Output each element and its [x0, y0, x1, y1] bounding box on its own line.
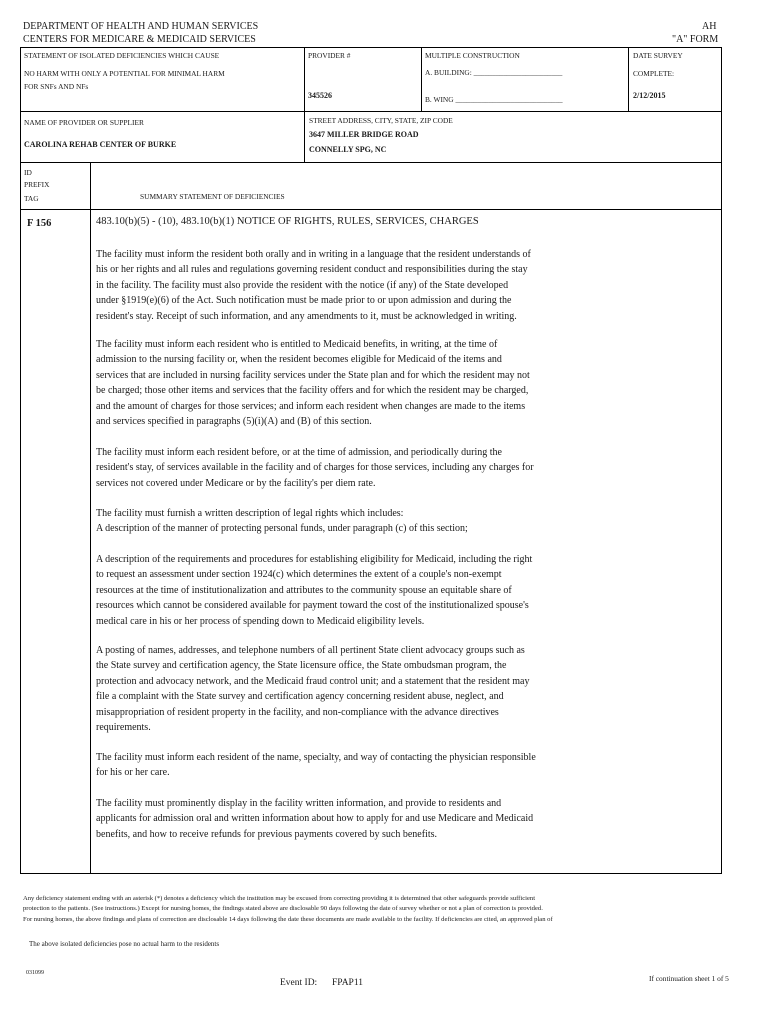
provider-number-label: PROVIDER # — [308, 51, 351, 60]
deficiency-disclaimer: Any deficiency statement ending with an asterisk (*) denotes a deficiency which the institution may be excused from correcting providing it is determined that other safeguards provide sufficient protection to the patients. (See instructions.) Except for nursing homes, the findings stated above are disclosable 90 days following the date of survey whether or not a plan of correction is provided. For nursing homes, the above findings and plans of correction are disclosable 14 days following the date these documents are made available to the facility. If deficiencies are cited, an approved plan of — [23, 895, 553, 923]
address-label: STREET ADDRESS, CITY, STATE, ZIP CODE — [309, 116, 453, 125]
isolated-deficiency-note: The above isolated deficiencies pose no actual harm to the residents — [29, 940, 220, 948]
building-label: A. BUILDING: ________________________ — [425, 68, 563, 77]
date-survey-label: DATE SURVEY — [633, 51, 683, 60]
address-line2: CONNELLY SPG, NC — [309, 145, 387, 154]
paragraph-3: The facility must inform each resident before, or at the time of admission, and periodically during the resident's stay, of services available in the facility and of charges for those services, including any charges for services not covered under Medicare or by the facility's per diem rate. — [96, 447, 534, 489]
statement-label: STATEMENT OF ISOLATED DEFICIENCIES WHICH CAUSE — [24, 51, 220, 60]
statement-label-line3: FOR SNFs AND NFs — [24, 82, 89, 91]
deficiency-title: 483.10(b)(5) - (10), 483.10(b)(1) NOTICE OF RIGHTS, RULES, SERVICES, CHARGES — [96, 216, 479, 227]
agency-name: DEPARTMENT OF HEALTH AND HUMAN SERVICES — [23, 21, 259, 32]
paragraph-8: The facility must prominently display in the facility written information, and provide to residents and applicants for admission oral and written information about how to apply for and use Medicare and Medicaid benefits, and how to receive refunds for previous payments covered by such benefits. — [96, 798, 534, 840]
survey-date: 2/12/2015 — [633, 91, 666, 100]
tag-label: TAG — [24, 194, 39, 203]
form-number: 031099 — [26, 970, 44, 976]
summary-statement-label: SUMMARY STATEMENT OF DEFICIENCIES — [140, 192, 285, 201]
paragraph-4: The facility must furnish a written description of legal rights which includes: A description of the manner of protecting personal funds, under paragraph (c) of this section; — [96, 508, 468, 535]
paragraph-5: A description of the requirements and procedures for establishing eligibility for Medicaid, including the right to request an assessment under section 1924(c) which determines the extent of a couple's non-exempt resources at the time of institutionalization and attributes to the community spouse an equitable share of resources which cannot be considered available for payment toward the cost of the institutionalized spouse's medical care in his or her process of spending down to Medicaid eligibility levels. — [96, 554, 533, 627]
wing-label: B. WING _____________________________ — [425, 95, 563, 104]
form-name: "A" FORM — [672, 34, 719, 45]
paragraph-2: The facility must inform each resident who is entitled to Medicaid benefits, in writing, at the time of admission to the nursing facility or, when the resident becomes eligible for Medicaid of the items and services that are included in nursing facility services under the State plan and for which the resident may not be charged; those other items and services that the facility offers and for which the resident may be charged, and the amount of charges for those services; and inform each resident when changes are made to the items and services specified in paragraphs (5)(i)(A) and (B) of this section. — [96, 339, 530, 428]
statement-label-line2: NO HARM WITH ONLY A POTENTIAL FOR MINIMAL HARM — [24, 69, 225, 78]
paragraph-7: The facility must inform each resident of the name, specialty, and way of contacting the physician responsible for his or her care. — [96, 752, 536, 779]
agency-subname: CENTERS FOR MEDICARE & MEDICAID SERVICES — [23, 34, 256, 45]
event-id-value: FPAP11 — [332, 978, 363, 988]
provider-name-label: NAME OF PROVIDER OR SUPPLIER — [24, 118, 144, 127]
provider-name: CAROLINA REHAB CENTER OF BURKE — [24, 140, 177, 149]
prefix-label: PREFIX — [24, 180, 50, 189]
continuation-sheet: If continuation sheet 1 of 5 — [649, 974, 729, 983]
paragraph-1: The facility must inform the resident both orally and in writing in a language that the resident understands of his or her rights and all rules and regulations governing resident conduct and responsibilities during the stay in the facility. The facility must also provide the resident with the notice (if any) of the State developed under §1919(e)(6) of the Act. Such notification must be made prior to or upon admission and during the resident's stay. Receipt of such information, and any amendments to it, must be acknowledged in writing. — [96, 249, 531, 322]
event-id-label: Event ID: — [280, 978, 318, 988]
paragraph-6: A posting of names, addresses, and telephone numbers of all pertinent State client advocacy groups such as the State survey and certification agency, the State licensure office, the State ombudsman program, the protection and advocacy network, and the Medicaid fraud control unit; and a statement that the resident may file a complaint with the State survey and certification agency concerning resident abuse, neglect, and misappropriation of resident property in the facility, and non-compliance with the advance directives requirements. — [96, 645, 530, 734]
date-complete-label: COMPLETE: — [633, 69, 675, 78]
deficiency-tag: F 156 — [27, 218, 52, 229]
address-line1: 3647 MILLER BRIDGE ROAD — [309, 130, 419, 139]
id-label: ID — [24, 168, 32, 177]
provider-number: 345526 — [308, 91, 332, 100]
construction-label: MULTIPLE CONSTRUCTION — [425, 51, 520, 60]
column-header-box — [20, 162, 722, 210]
form-code: AH — [702, 21, 717, 32]
